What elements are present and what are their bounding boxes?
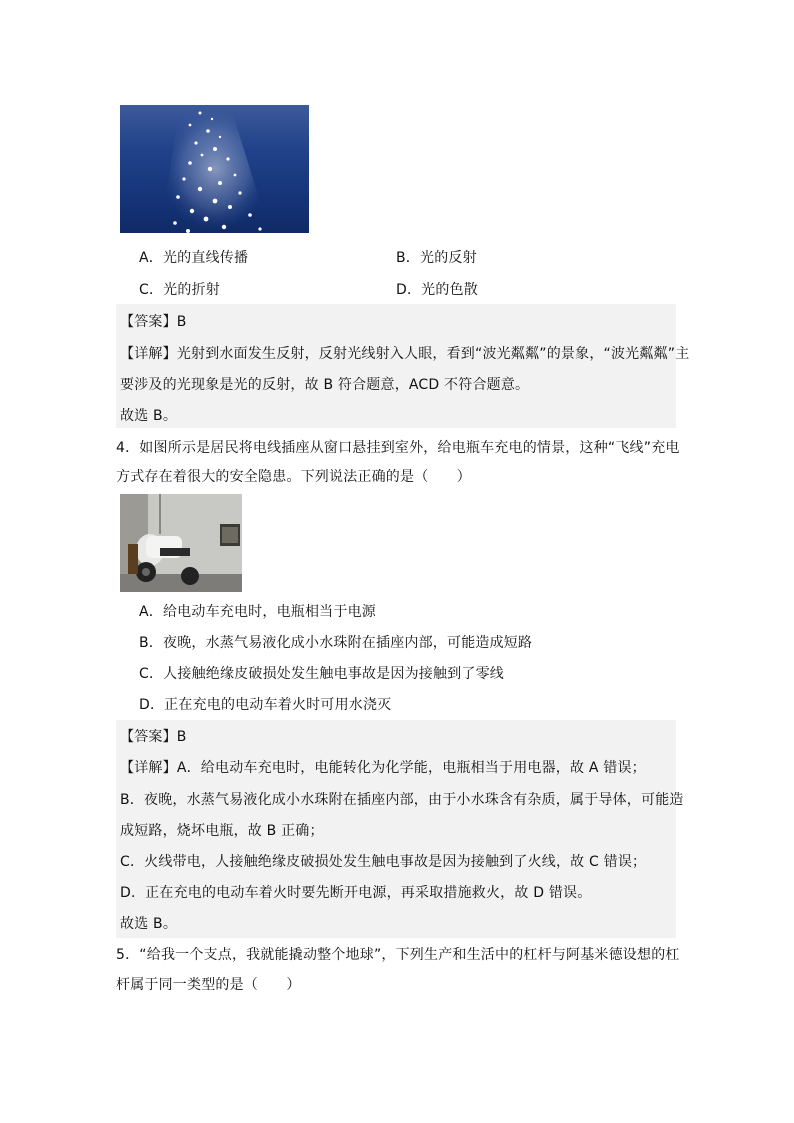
q4-detail-label: 【详解】 bbox=[120, 760, 177, 776]
q4-detail-line-1 bbox=[120, 758, 646, 778]
q3-answer: 【答案】B bbox=[120, 314, 187, 330]
q4-answer: 【答案】B bbox=[120, 729, 187, 745]
q3-answer-panel bbox=[116, 304, 676, 428]
q3-option-c: C．光的折射 bbox=[139, 282, 220, 298]
q4-detail-text-1: A．给电动车充电时，电能转化为化学能，电瓶相当于用电器，故 A 错误； bbox=[176, 760, 646, 776]
q4-option-b: B．夜晚，水蒸气易液化成小水珠附在插座内部，可能造成短路 bbox=[139, 635, 533, 651]
q4-conclusion: 故选 B。 bbox=[120, 916, 178, 932]
q3-detail-line-1 bbox=[120, 344, 689, 364]
q4-detail-line-5: D．正在充电的电动车着火时要先断开电源，再采取措施救火，故 D 错误。 bbox=[120, 885, 592, 901]
q4-detail-line-2: B．夜晚，水蒸气易液化成小水珠附在插座内部，由于小水珠含有杂质，属于导体，可能造 bbox=[120, 792, 684, 808]
water-sparkle-overlay bbox=[120, 105, 309, 233]
q4-option-a: A．给电动车充电时，电瓶相当于电源 bbox=[139, 604, 376, 620]
q4-stem-line-1: 4．如图所示是居民将电线插座从窗口悬挂到室外，给电瓶车充电的情景，这种“飞线”充电 bbox=[116, 440, 680, 456]
q3-detail-text-1: 光射到水面发生反射，反射光线射入人眼，看到“波光粼粼”的景象，“波光粼粼”主 bbox=[176, 346, 690, 362]
q5-stem-line-2: 杆属于同一类型的是（ ） bbox=[116, 977, 301, 993]
q4-option-d: D．正在充电的电动车着火时可用水浇灭 bbox=[139, 697, 392, 713]
sparkling-water-photo bbox=[120, 105, 309, 233]
q3-detail-line-2: 要涉及的光现象是光的反射，故 B 符合题意，ACD 不符合题意。 bbox=[120, 377, 530, 393]
q5-stem-line-1: 5．“给我一个支点，我就能撬动整个地球”，下列生产和生活中的杠杆与阿基米德设想的杠 bbox=[116, 947, 680, 963]
q4-stem-line-2: 方式存在着很大的安全隐患。下列说法正确的是（ ） bbox=[116, 469, 471, 485]
q4-detail-line-3: 成短路，烧坏电瓶，故 B 正确； bbox=[120, 823, 324, 839]
scooter-scene bbox=[120, 494, 242, 592]
q4-option-c: C．人接触绝缘皮破损处发生触电事故是因为接触到了零线 bbox=[139, 666, 504, 682]
q3-option-d: D．光的色散 bbox=[396, 282, 478, 298]
q3-option-a: A．光的直线传播 bbox=[139, 250, 249, 266]
scooter-charging-photo bbox=[120, 494, 242, 592]
q3-conclusion: 故选 B。 bbox=[120, 408, 178, 424]
q4-detail-line-4: C．火线带电，人接触绝缘皮破损处发生触电事故是因为接触到了火线，故 C 错误； bbox=[120, 854, 647, 870]
q3-option-b: B．光的反射 bbox=[396, 250, 477, 266]
q3-detail-label: 【详解】 bbox=[120, 346, 177, 362]
